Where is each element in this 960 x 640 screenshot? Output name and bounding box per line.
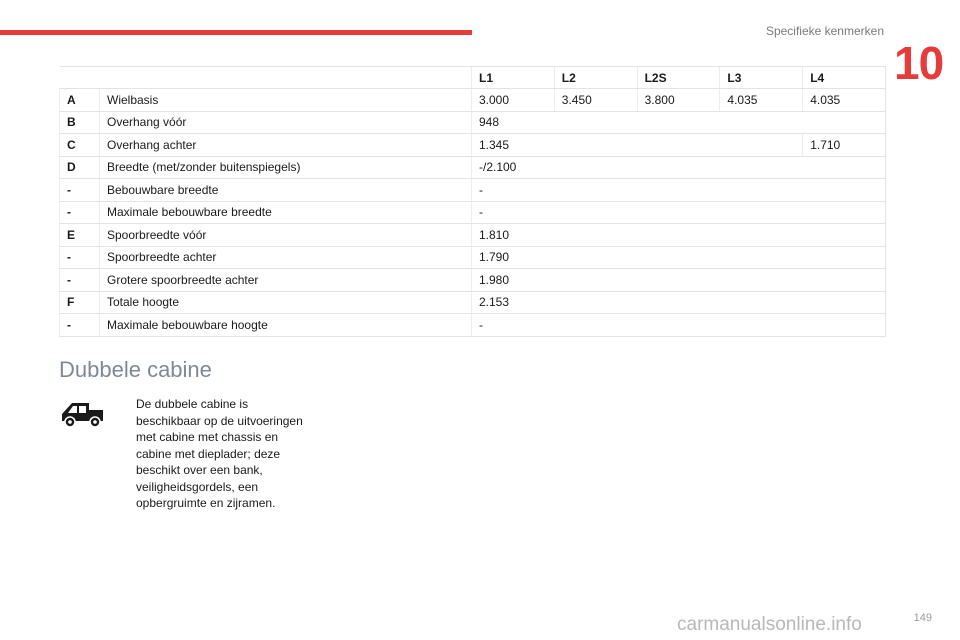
row-code: -: [60, 179, 100, 202]
row-code: -: [60, 269, 100, 292]
row-label: Spoorbreedte achter: [100, 246, 472, 269]
row-label: Overhang vóór: [100, 111, 472, 134]
header-cell-l4: L4: [803, 67, 886, 89]
row-code: E: [60, 224, 100, 247]
row-value: 948: [472, 111, 886, 134]
row-code: B: [60, 111, 100, 134]
header-accent-bar: [0, 30, 472, 35]
header-cell-l2: L2: [554, 67, 637, 89]
row-value: 2.153: [472, 291, 886, 314]
row-value: 1.790: [472, 246, 886, 269]
watermark: carmanualsonline.info: [677, 614, 862, 635]
table-row: [60, 269, 886, 292]
header-cell-l1: L1: [472, 67, 555, 89]
row-label: Grotere spoorbreedte achter: [100, 269, 472, 292]
section-title: Specifieke kenmerken: [765, 24, 884, 38]
row-code: C: [60, 134, 100, 157]
row-value: -: [472, 314, 886, 337]
row-code: A: [60, 89, 100, 112]
table-header-row: [60, 67, 886, 89]
row-value: 1.810: [472, 224, 886, 247]
row-label: Wielbasis: [100, 89, 472, 112]
table-row: [60, 156, 886, 179]
row-code: D: [60, 156, 100, 179]
table-row: [60, 224, 886, 247]
header-cell-empty: [100, 67, 472, 89]
table-row: [60, 291, 886, 314]
header-cell-empty: [60, 67, 100, 89]
header-cell-l2s: L2S: [637, 67, 720, 89]
double-cab-van-icon: [60, 396, 105, 430]
row-label: Bebouwbare breedte: [100, 179, 472, 202]
table-row: [60, 314, 886, 337]
row-label: Spoorbreedte vóór: [100, 224, 472, 247]
row-label: Breedte (met/zonder buitenspiegels): [100, 156, 472, 179]
dimensions-table: [59, 66, 886, 337]
table-row: [60, 89, 886, 112]
row-label: Maximale bebouwbare hoogte: [100, 314, 472, 337]
table-row: [60, 179, 886, 202]
row-value: 3.000: [472, 89, 555, 112]
table-row: [60, 201, 886, 224]
row-value: -: [472, 201, 886, 224]
row-label: Overhang achter: [100, 134, 472, 157]
row-code: -: [60, 246, 100, 269]
row-value: 4.035: [803, 89, 886, 112]
row-value: -: [472, 179, 886, 202]
page-number: 149: [913, 612, 932, 624]
row-code: -: [60, 314, 100, 337]
table-row: [60, 246, 886, 269]
chapter-number: 10: [894, 37, 944, 89]
row-code: F: [60, 291, 100, 314]
row-value: 1.980: [472, 269, 886, 292]
row-value: 3.800: [637, 89, 720, 112]
double-cab-description: De dubbele cabine is beschikbaar op de uitvoeringen met cabine met chassis en cabine met dieplader; deze beschikt over een bank, veiligheidsgordels, een opbergruimte en zijramen.: [136, 397, 303, 510]
row-label: Maximale bebouwbare breedte: [100, 201, 472, 224]
row-value: -/2.100: [472, 156, 886, 179]
table-row: [60, 134, 886, 157]
section-heading: Dubbele cabine: [59, 357, 212, 382]
row-value: 1.710: [803, 134, 886, 157]
row-value: 3.450: [554, 89, 637, 112]
row-code: -: [60, 201, 100, 224]
row-value: 1.345: [472, 134, 803, 157]
row-value: 4.035: [720, 89, 803, 112]
row-label: Totale hoogte: [100, 291, 472, 314]
header-cell-l3: L3: [720, 67, 803, 89]
table-row: [60, 111, 886, 134]
